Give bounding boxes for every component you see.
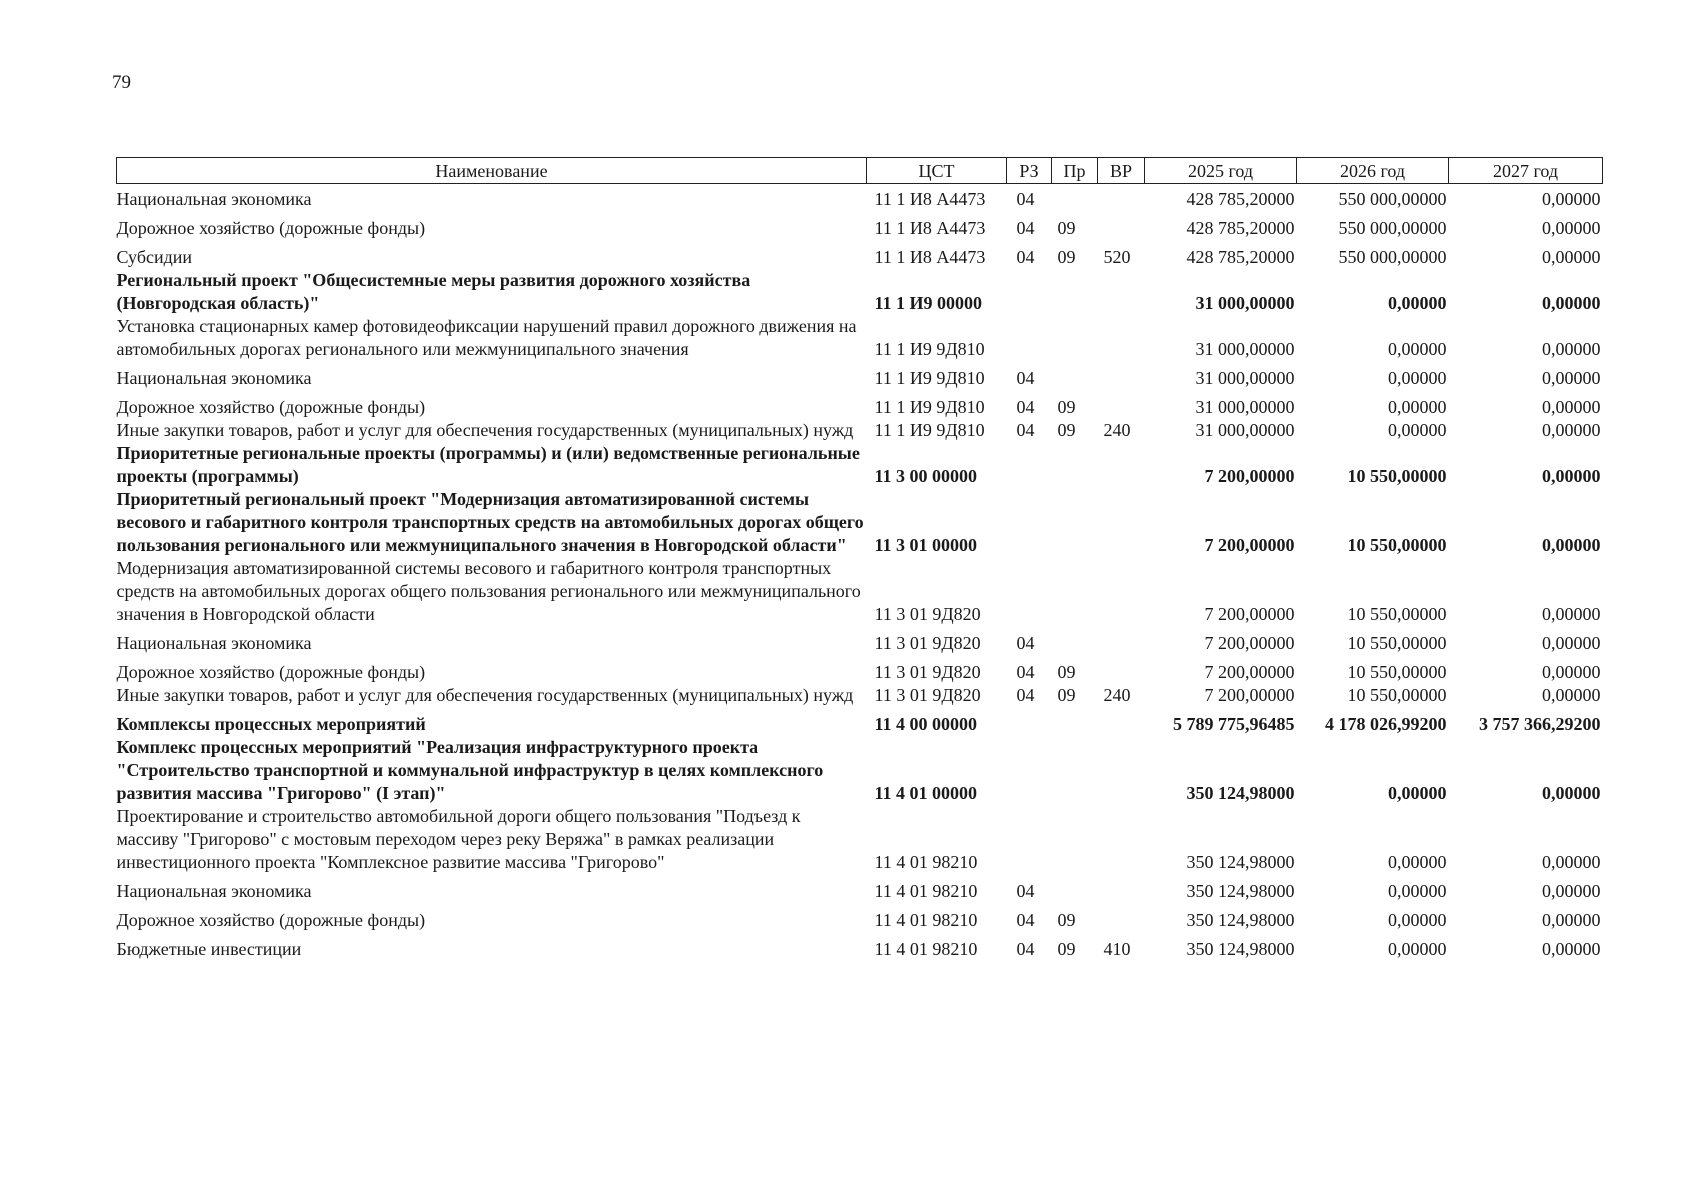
cell-pr: [1052, 488, 1098, 557]
cell-rz: 04: [1016, 910, 1035, 930]
cell-2027: 0,00000: [1542, 604, 1601, 624]
header-2026: 2026 год: [1297, 158, 1449, 184]
cell-pr: 09: [1057, 218, 1076, 238]
cell-pr: 09: [1057, 939, 1076, 959]
table-row: [117, 736, 1603, 805]
header-vr: ВР: [1098, 158, 1145, 184]
cell-2026: 550 000,00000: [1338, 247, 1447, 267]
cell-name: Региональный проект "Общесистемные меры развития дорожного хозяйства (Новгородская область)": [116, 270, 751, 313]
cell-2026: 10 550,00000: [1347, 604, 1447, 624]
cell-2025: 7 200,00000: [1204, 535, 1295, 555]
cell-cst: 11 3 00 00000: [874, 466, 978, 486]
cell-2027: 0,00000: [1542, 218, 1601, 238]
header-pr: Пр: [1052, 158, 1098, 184]
cell-2027: 0,00000: [1542, 339, 1601, 359]
cell-cst: 11 4 01 98210: [874, 881, 978, 901]
table-row: [117, 315, 1603, 361]
cell-2025: 7 200,00000: [1204, 662, 1295, 682]
table-body: [117, 184, 1603, 962]
cell-cst: 11 4 00 00000: [874, 714, 978, 734]
cell-pr: 09: [1057, 685, 1076, 705]
cell-2026: 0,00000: [1388, 783, 1447, 803]
cell-vr: [1098, 361, 1145, 390]
cell-pr: [1052, 805, 1098, 874]
header-2027: 2027 год: [1449, 158, 1603, 184]
cell-2026: 10 550,00000: [1347, 633, 1447, 653]
cell-vr: [1098, 390, 1145, 419]
table-row: [117, 488, 1603, 557]
cell-2025: 428 785,20000: [1186, 218, 1295, 238]
table-row: [117, 874, 1603, 903]
cell-name: Дорожное хозяйство (дорожные фонды): [116, 910, 426, 930]
cell-2026: 0,00000: [1388, 420, 1447, 440]
cell-vr: [1098, 655, 1145, 684]
cell-pr: [1052, 736, 1098, 805]
cell-name: Бюджетные инвестиции: [116, 939, 302, 959]
cell-vr: [1098, 707, 1145, 736]
cell-vr: [1098, 736, 1145, 805]
cell-pr: [1052, 269, 1098, 315]
cell-rz: 04: [1016, 881, 1035, 901]
cell-pr: 09: [1057, 662, 1076, 682]
cell-cst: 11 1 И9 9Д810: [874, 420, 985, 440]
cell-2026: 10 550,00000: [1347, 662, 1447, 682]
cell-vr: [1098, 626, 1145, 655]
cell-rz: [1007, 269, 1052, 315]
cell-name: Национальная экономика: [116, 189, 312, 209]
cell-pr: [1052, 874, 1098, 903]
cell-rz: 04: [1016, 247, 1035, 267]
table-row: [117, 390, 1603, 419]
cell-cst: 11 1 И9 00000: [874, 293, 983, 313]
cell-2025: 7 200,00000: [1204, 633, 1295, 653]
cell-name: Дорожное хозяйство (дорожные фонды): [116, 397, 426, 417]
cell-2027: 0,00000: [1542, 535, 1601, 555]
cell-cst: 11 1 И8 А4473: [874, 189, 986, 209]
cell-2026: 0,00000: [1388, 852, 1447, 872]
cell-rz: [1007, 736, 1052, 805]
cell-2025: 31 000,00000: [1195, 397, 1295, 417]
cell-pr: [1052, 557, 1098, 626]
cell-vr: [1098, 184, 1145, 212]
cell-2025: 428 785,20000: [1186, 247, 1295, 267]
cell-name: Проектирование и строительство автомобильной дороги общего пользования "Подъезд к массиву "Григорово" с мостовым переходом через реку Веряжа" в рамках реализации инвестиционного проекта "Комплексное развитие массива "Григорово": [116, 806, 801, 872]
cell-rz: [1007, 315, 1052, 361]
cell-2026: 550 000,00000: [1338, 218, 1447, 238]
cell-name: Дорожное хозяйство (дорожные фонды): [116, 662, 426, 682]
cell-rz: 04: [1016, 633, 1035, 653]
cell-2026: 550 000,00000: [1338, 189, 1447, 209]
cell-2027: 0,00000: [1542, 466, 1601, 486]
cell-2026: 0,00000: [1388, 910, 1447, 930]
cell-cst: 11 1 И9 9Д810: [874, 339, 985, 359]
cell-2026: 0,00000: [1388, 939, 1447, 959]
cell-2027: 0,00000: [1542, 189, 1601, 209]
cell-name: Комплекс процессных мероприятий "Реализация инфраструктурного проекта "Строительство транспортной и коммунальной инфраструктур в целях комплексного развития массива "Григорово" (I этап)": [116, 737, 824, 803]
cell-rz: [1007, 707, 1052, 736]
cell-pr: [1052, 707, 1098, 736]
cell-2027: 0,00000: [1542, 685, 1601, 705]
cell-pr: 09: [1057, 247, 1076, 267]
cell-2026: 10 550,00000: [1347, 535, 1447, 555]
cell-cst: 11 3 01 9Д820: [874, 604, 981, 624]
table-row: [117, 557, 1603, 626]
cell-name: Национальная экономика: [116, 368, 312, 388]
cell-cst: 11 1 И9 9Д810: [874, 368, 985, 388]
cell-2027: 0,00000: [1542, 247, 1601, 267]
cell-2025: 350 124,98000: [1186, 783, 1295, 803]
table-row: [117, 442, 1603, 488]
page-number: 79: [112, 72, 131, 93]
cell-2025: 31 000,00000: [1195, 368, 1295, 388]
cell-2026: 0,00000: [1388, 368, 1447, 388]
cell-2025: 7 200,00000: [1204, 685, 1295, 705]
cell-cst: 11 4 01 98210: [874, 852, 978, 872]
table-row: [117, 655, 1603, 684]
cell-2027: 0,00000: [1542, 910, 1601, 930]
cell-vr: 410: [1103, 939, 1131, 959]
cell-2027: 0,00000: [1542, 293, 1601, 313]
table-header-row: [117, 158, 1603, 184]
cell-2025: 7 200,00000: [1204, 604, 1295, 624]
cell-vr: 520: [1103, 247, 1131, 267]
cell-name: Субсидии: [116, 247, 193, 267]
cell-2027: 0,00000: [1542, 368, 1601, 388]
cell-2026: 0,00000: [1388, 881, 1447, 901]
cell-pr: [1052, 442, 1098, 488]
cell-vr: [1098, 557, 1145, 626]
cell-2027: 0,00000: [1542, 783, 1601, 803]
cell-2026: 0,00000: [1388, 339, 1447, 359]
cell-2025: 350 124,98000: [1186, 852, 1295, 872]
cell-2025: 31 000,00000: [1195, 339, 1295, 359]
header-name: Наименование: [117, 158, 867, 184]
cell-2027: 0,00000: [1542, 397, 1601, 417]
cell-rz: 04: [1016, 218, 1035, 238]
table-row: [117, 932, 1603, 961]
table-row: [117, 361, 1603, 390]
cell-2026: 0,00000: [1388, 397, 1447, 417]
cell-vr: [1098, 315, 1145, 361]
cell-cst: 11 3 01 9Д820: [874, 662, 981, 682]
cell-2026: 4 178 026,99200: [1325, 714, 1447, 734]
table-row: [117, 211, 1603, 240]
cell-2025: 7 200,00000: [1204, 466, 1295, 486]
cell-2027: 3 757 366,29200: [1479, 714, 1601, 734]
cell-name: Иные закупки товаров, работ и услуг для обеспечения государственных (муниципальных) нужд: [116, 685, 854, 705]
cell-name: Приоритетные региональные проекты (программы) и (или) ведомственные региональные проекты (программы): [116, 443, 860, 486]
table-row: [117, 707, 1603, 736]
cell-rz: 04: [1016, 420, 1035, 440]
cell-rz: 04: [1016, 939, 1035, 959]
cell-vr: 240: [1103, 685, 1131, 705]
cell-name: Приоритетный региональный проект "Модернизация автоматизированной системы весового и габаритного контроля транспортных средств на автомобильных дорогах общего пользования регионального или межмуниципального значения в Новгородской области": [116, 489, 864, 555]
cell-cst: 11 1 И8 А4473: [874, 247, 986, 267]
cell-pr: 09: [1057, 910, 1076, 930]
table-row: [117, 184, 1603, 212]
cell-2027: 0,00000: [1542, 852, 1601, 872]
cell-rz: 04: [1016, 397, 1035, 417]
cell-vr: 240: [1103, 420, 1131, 440]
budget-table: [116, 157, 1603, 961]
cell-2025: 350 124,98000: [1186, 939, 1295, 959]
cell-2027: 0,00000: [1542, 939, 1601, 959]
cell-cst: 11 1 И9 9Д810: [874, 397, 985, 417]
cell-2025: 428 785,20000: [1186, 189, 1295, 209]
cell-cst: 11 4 01 00000: [874, 783, 978, 803]
cell-2026: 10 550,00000: [1347, 685, 1447, 705]
cell-cst: 11 4 01 98210: [874, 910, 978, 930]
cell-2026: 0,00000: [1388, 293, 1447, 313]
cell-2025: 350 124,98000: [1186, 910, 1295, 930]
header-2025: 2025 год: [1145, 158, 1297, 184]
cell-2025: 350 124,98000: [1186, 881, 1295, 901]
cell-2027: 0,00000: [1542, 662, 1601, 682]
cell-vr: [1098, 269, 1145, 315]
cell-pr: [1052, 626, 1098, 655]
table-row: [117, 419, 1603, 442]
cell-rz: [1007, 442, 1052, 488]
cell-pr: 09: [1057, 397, 1076, 417]
cell-name: Установка стационарных камер фотовидеофиксации нарушений правил дорожного движения на автомобильных дорогах регионального или межмуниципального значения: [116, 316, 857, 359]
header-cst: ЦСТ: [867, 158, 1007, 184]
table-row: [117, 626, 1603, 655]
cell-cst: 11 1 И8 А4473: [874, 218, 986, 238]
cell-vr: [1098, 211, 1145, 240]
cell-2027: 0,00000: [1542, 420, 1601, 440]
cell-rz: 04: [1016, 685, 1035, 705]
table-row: [117, 269, 1603, 315]
cell-rz: 04: [1016, 662, 1035, 682]
cell-vr: [1098, 903, 1145, 932]
cell-rz: 04: [1016, 368, 1035, 388]
cell-cst: 11 4 01 98210: [874, 939, 978, 959]
cell-vr: [1098, 442, 1145, 488]
cell-vr: [1098, 488, 1145, 557]
cell-pr: [1052, 184, 1098, 212]
cell-pr: [1052, 361, 1098, 390]
cell-name: Национальная экономика: [116, 881, 312, 901]
cell-vr: [1098, 805, 1145, 874]
cell-2025: 31 000,00000: [1195, 420, 1295, 440]
cell-cst: 11 3 01 9Д820: [874, 633, 981, 653]
cell-name: Модернизация автоматизированной системы весового и габаритного контроля транспортных средств на автомобильных дорогах общего пользования регионального или межмуниципального значения в Новгородской области: [116, 558, 861, 624]
table-row: [117, 684, 1603, 707]
cell-2027: 0,00000: [1542, 633, 1601, 653]
table-row: [117, 805, 1603, 874]
cell-2025: 31 000,00000: [1195, 293, 1295, 313]
cell-2025: 5 789 775,96485: [1173, 714, 1295, 734]
cell-cst: 11 3 01 9Д820: [874, 685, 981, 705]
cell-name: Иные закупки товаров, работ и услуг для обеспечения государственных (муниципальных) нужд: [116, 420, 854, 440]
cell-rz: [1007, 557, 1052, 626]
cell-2026: 10 550,00000: [1347, 466, 1447, 486]
cell-cst: 11 3 01 00000: [874, 535, 978, 555]
cell-name: Национальная экономика: [116, 633, 312, 653]
cell-rz: 04: [1016, 189, 1035, 209]
cell-name: Дорожное хозяйство (дорожные фонды): [116, 218, 426, 238]
header-rz: РЗ: [1007, 158, 1052, 184]
cell-pr: 09: [1057, 420, 1076, 440]
cell-vr: [1098, 874, 1145, 903]
cell-rz: [1007, 488, 1052, 557]
cell-name: Комплексы процессных мероприятий: [116, 714, 426, 734]
table-row: [117, 903, 1603, 932]
cell-rz: [1007, 805, 1052, 874]
cell-2027: 0,00000: [1542, 881, 1601, 901]
table-row: [117, 240, 1603, 269]
cell-pr: [1052, 315, 1098, 361]
